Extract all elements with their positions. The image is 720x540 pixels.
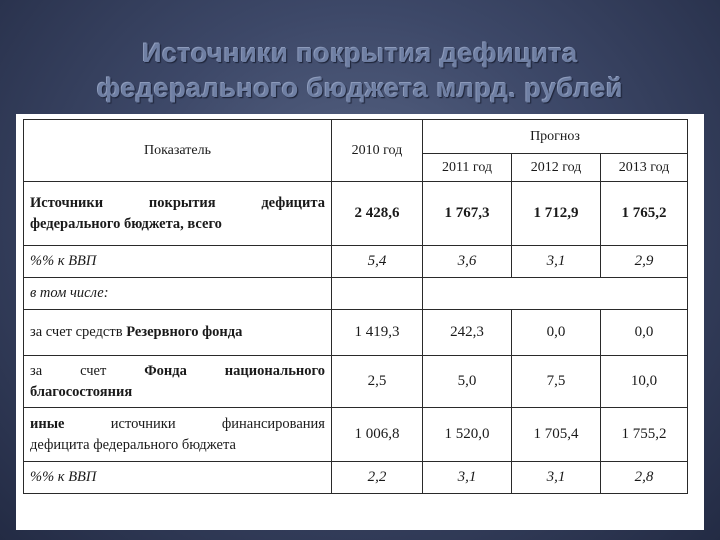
- value-2013: 2,9: [601, 246, 688, 278]
- slide-title: [0, 36, 720, 106]
- table-row: [24, 310, 688, 356]
- value-2010: 5,4: [331, 246, 422, 278]
- empty-cell: [423, 278, 688, 310]
- value-2013: 0,0: [601, 310, 688, 356]
- deficit-sources-table: [23, 119, 688, 494]
- row-label-bold: иные: [30, 415, 65, 432]
- empty-cell: [331, 278, 422, 310]
- value-2011: 242,3: [423, 310, 512, 356]
- row-label-line2: дефицита федерального бюджета: [30, 436, 236, 453]
- value-2011: 1 767,3: [423, 182, 512, 246]
- slide-title-line2: федерального бюджета млрд. рублей: [96, 73, 624, 103]
- slide-title-line1: Источники покрытия дефицита: [142, 38, 578, 68]
- value-2013: 1 755,2: [601, 408, 688, 462]
- header-indicator: Показатель: [24, 120, 332, 182]
- header-2011: 2011 год: [423, 154, 512, 182]
- value-2012: 1 705,4: [512, 408, 601, 462]
- value-2013: 1 765,2: [601, 182, 688, 246]
- row-label-prefix: за счет: [30, 362, 145, 379]
- header-2010: 2010 год: [331, 120, 422, 182]
- row-label: [24, 310, 332, 356]
- value-2013: 2,8: [601, 462, 688, 494]
- row-label-bold: Резервного фонда: [126, 324, 243, 340]
- value-2012: 0,0: [512, 310, 601, 356]
- table-row: [24, 356, 688, 408]
- value-2011: 5,0: [423, 356, 512, 408]
- value-2012: 1 712,9: [512, 182, 601, 246]
- value-2011: 1 520,0: [423, 408, 512, 462]
- row-label: %% к ВВП: [24, 246, 332, 278]
- table-row: [24, 278, 688, 310]
- table-row: [24, 462, 688, 494]
- table-row: [24, 408, 688, 462]
- value-2010: 2 428,6: [331, 182, 422, 246]
- row-label: [24, 182, 332, 246]
- row-label: [24, 356, 332, 408]
- row-label-bold: Фонда национального: [144, 362, 325, 379]
- value-2010: 1 419,3: [331, 310, 422, 356]
- value-2011: 3,6: [423, 246, 512, 278]
- row-label-line2: благосостояния: [30, 383, 133, 400]
- row-label: в том числе:: [24, 278, 332, 310]
- row-label-line2: федерального бюджета, всего: [30, 215, 222, 232]
- value-2010: 2,2: [331, 462, 422, 494]
- row-label-line1: [30, 361, 325, 382]
- row-label-prefix: за счет средств: [30, 324, 127, 340]
- value-2013: 10,0: [601, 356, 688, 408]
- value-2010: 2,5: [331, 356, 422, 408]
- header-forecast: Прогноз: [423, 120, 688, 154]
- table-sheet: [16, 114, 704, 530]
- row-label: %% к ВВП: [24, 462, 332, 494]
- value-2012: 7,5: [512, 356, 601, 408]
- value-2011: 3,1: [423, 462, 512, 494]
- value-2012: 3,1: [512, 462, 601, 494]
- table-row: [24, 246, 688, 278]
- header-2013: 2013 год: [601, 154, 688, 182]
- row-label-line1: [30, 414, 325, 435]
- row-label: [24, 408, 332, 462]
- table-row: [24, 182, 688, 246]
- value-2010: 1 006,8: [331, 408, 422, 462]
- header-2012: 2012 год: [512, 154, 601, 182]
- value-2012: 3,1: [512, 246, 601, 278]
- row-label-line1: Источники покрытия дефицита: [30, 194, 325, 211]
- row-label-rest: источники финансирования: [110, 415, 325, 432]
